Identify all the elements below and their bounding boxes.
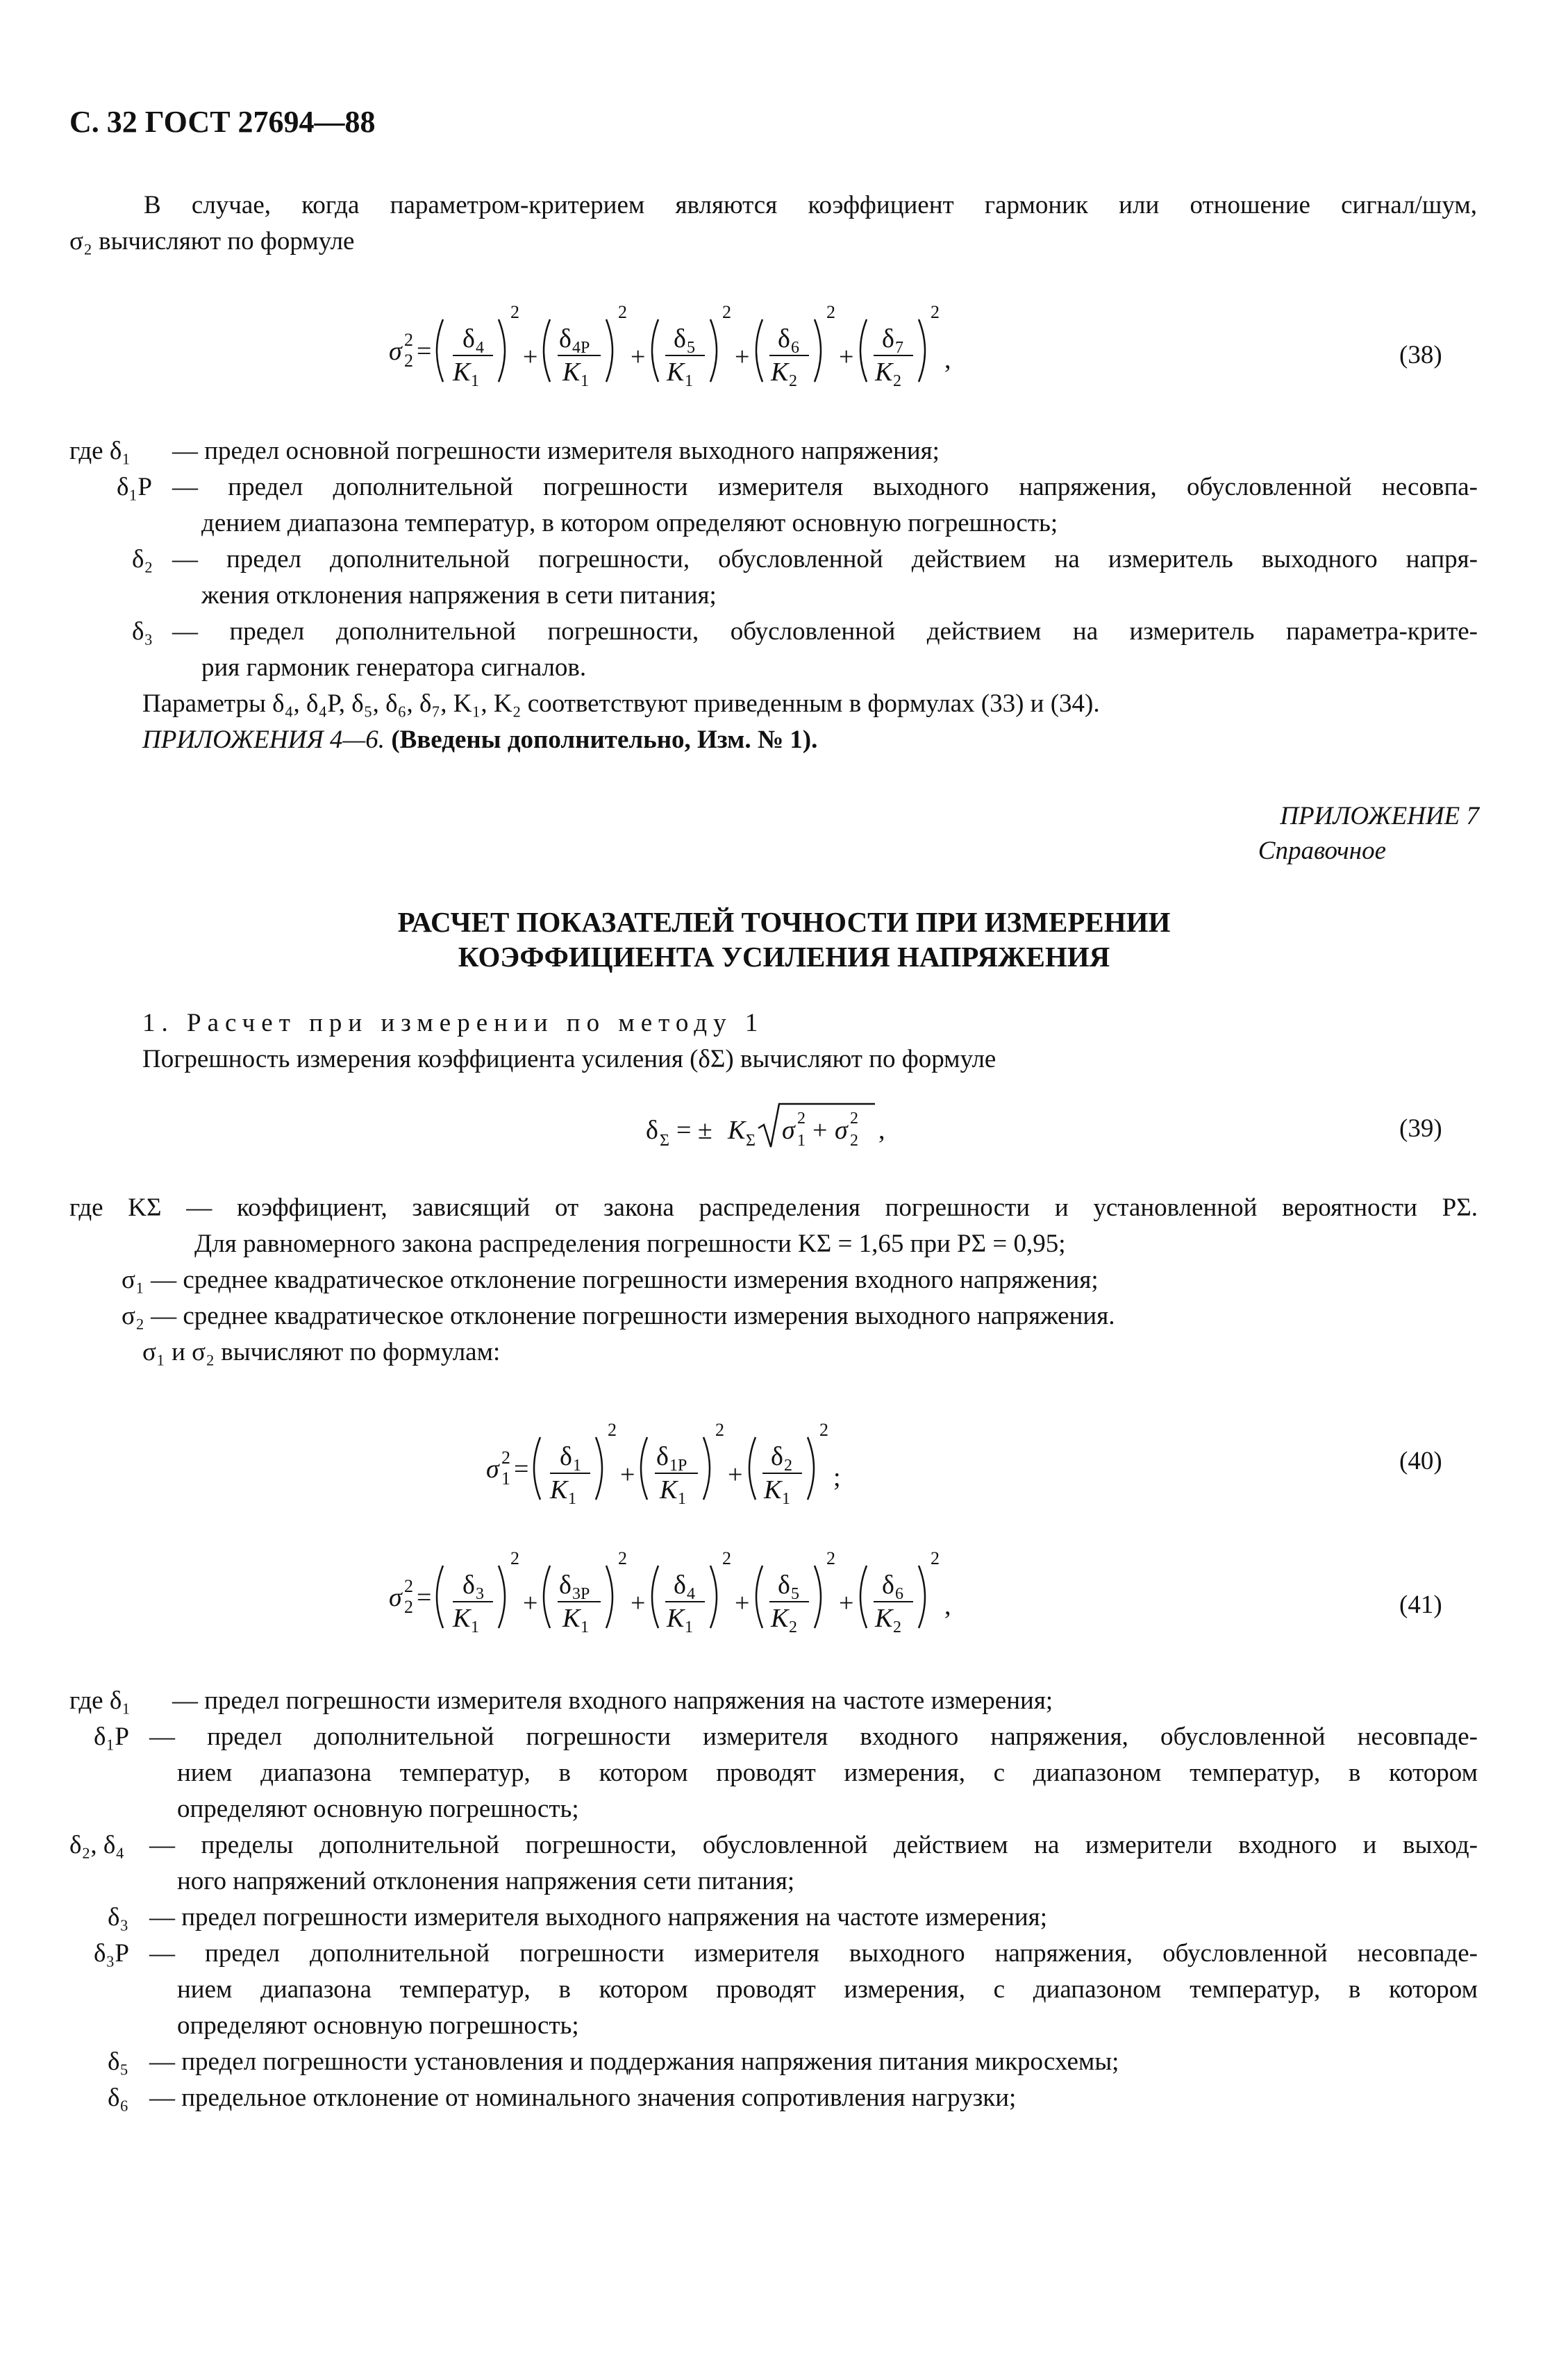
svg-text:K: K <box>562 358 581 387</box>
def3-sym-0: где δ₁ <box>69 1686 131 1715</box>
svg-text:K: K <box>562 1604 581 1633</box>
svg-text:K: K <box>453 1604 471 1633</box>
svg-text:1: 1 <box>581 372 589 390</box>
svg-text:=: = <box>417 337 432 366</box>
svg-text:2: 2 <box>797 1109 806 1128</box>
def2-line-2: σ₁ — среднее квадратическое отклонение погрешности измерения входного напряжения; <box>122 1266 1099 1294</box>
svg-text:4: 4 <box>476 339 484 357</box>
svg-text:δ: δ <box>771 1442 783 1471</box>
def1-sym-3: δ₃ <box>132 617 153 646</box>
svg-text:2: 2 <box>826 302 835 322</box>
svg-text:σ: σ <box>782 1116 795 1145</box>
svg-text:1: 1 <box>573 1457 581 1475</box>
svg-text:1: 1 <box>782 1490 790 1508</box>
svg-text:2: 2 <box>501 1448 510 1468</box>
svg-text:+: + <box>523 342 538 371</box>
def1-line-3-0: — предел дополнительной погрешности, обусловленной действием на измеритель параметра-крите- <box>172 617 1478 646</box>
formula-41 <box>389 1545 1014 1649</box>
def2-line-3: σ₂ — среднее квадратическое отклонение погрешности измерения выходного напряжения. <box>122 1302 1115 1330</box>
svg-text:2: 2 <box>715 1420 724 1440</box>
svg-text:2: 2 <box>850 1109 858 1128</box>
svg-text:δ: δ <box>674 1570 686 1600</box>
svg-text:4: 4 <box>687 1585 695 1603</box>
appendix-note-bold: (Введены дополнительно, Изм. № 1). <box>391 726 818 754</box>
svg-text:δ: δ <box>462 1570 475 1600</box>
def3-line-4-1: нием диапазона температур, в котором проводят измерения, с диапазоном температур, в котором <box>177 1975 1478 2004</box>
def3-line-1-2: определяют основную погрешность; <box>177 1795 579 1823</box>
svg-text:K: K <box>667 1604 685 1633</box>
svg-text:6: 6 <box>791 339 799 357</box>
def3-line-1-0: — предел дополнительной погрешности измерителя входного напряжения, обусловленной несовпаде- <box>149 1723 1478 1751</box>
svg-text:2: 2 <box>618 1548 627 1568</box>
def2-line-4: σ₁ и σ₂ вычисляют по формулам: <box>142 1338 501 1366</box>
svg-text:2: 2 <box>931 1548 940 1568</box>
svg-text:σ: σ <box>389 1583 402 1612</box>
svg-text:1: 1 <box>471 372 479 390</box>
section-title-line-2: КОЭФФИЦИЕНТА УСИЛЕНИЯ НАПРЯЖЕНИЯ <box>458 941 1110 973</box>
svg-text:5: 5 <box>791 1585 799 1603</box>
svg-text:2: 2 <box>789 1618 797 1636</box>
svg-text:,: , <box>944 345 951 374</box>
section-title-line-1: РАСЧЕТ ПОКАЗАТЕЛЕЙ ТОЧНОСТИ ПРИ ИЗМЕРЕНИИ <box>397 906 1171 938</box>
params-line: Параметры δ₄, δ₄P, δ₅, δ₆, δ₇, K₁, K₂ соответствуют приведенным в формулах (33) и (34). <box>142 689 1100 718</box>
svg-text:2: 2 <box>404 1597 413 1617</box>
svg-text:2: 2 <box>819 1420 828 1440</box>
svg-text:2: 2 <box>722 302 731 322</box>
svg-text:1: 1 <box>501 1468 510 1489</box>
svg-text:1: 1 <box>678 1490 686 1508</box>
def3-sym-4: δ₃P <box>94 1939 129 1968</box>
def3-line-6-0: — предельное отклонение от номинального значения сопротивления нагрузки; <box>149 2084 1017 2112</box>
equation-number-41: (41) <box>1399 1591 1442 1619</box>
svg-text:+: + <box>620 1460 635 1489</box>
def1-sym-0: где δ₁ <box>69 437 131 465</box>
appendix-note <box>142 722 817 758</box>
svg-text:2: 2 <box>893 1618 901 1636</box>
svg-text:1: 1 <box>471 1618 479 1636</box>
svg-text:+: + <box>812 1116 828 1145</box>
svg-text:5: 5 <box>687 339 695 357</box>
def1-line-0-0: — предел основной погрешности измерителя выходного напряжения; <box>172 437 940 465</box>
svg-text:6: 6 <box>895 1585 903 1603</box>
def3-line-4-0: — предел дополнительной погрешности измерителя выходного напряжения, обусловленной несовпаде- <box>149 1939 1478 1968</box>
svg-text:δ: δ <box>656 1442 669 1471</box>
svg-text:δ: δ <box>778 1570 790 1600</box>
svg-text:K: K <box>728 1116 746 1145</box>
svg-text:σ: σ <box>835 1116 848 1145</box>
def3-line-5-0: — предел погрешности установления и поддержания напряжения питания микросхемы; <box>149 2047 1119 2076</box>
page-header: С. 32 ГОСТ 27694—88 <box>69 105 376 139</box>
svg-text:+: + <box>631 342 646 371</box>
svg-text:;: ; <box>833 1463 841 1492</box>
svg-text:K: K <box>771 1604 789 1633</box>
formula-38 <box>389 299 1014 403</box>
svg-text:K: K <box>667 358 685 387</box>
svg-text:,: , <box>878 1116 885 1145</box>
svg-text:1: 1 <box>581 1618 589 1636</box>
svg-text:2: 2 <box>608 1420 617 1440</box>
appendix-subtitle: Справочное <box>1258 837 1386 865</box>
svg-text:,: , <box>944 1591 951 1620</box>
def1-line-3-1: рия гармоник генератора сигналов. <box>201 653 587 682</box>
svg-text:δ: δ <box>560 1442 572 1471</box>
svg-text:2: 2 <box>404 1576 413 1596</box>
appendix-note-italic: ПРИЛОЖЕНИЯ 4—6. <box>142 726 385 754</box>
svg-text:σ: σ <box>486 1455 499 1484</box>
def3-line-0-0: — предел погрешности измерителя входного напряжения на частоте измерения; <box>172 1686 1053 1715</box>
svg-text:K: K <box>660 1475 678 1505</box>
svg-text:2: 2 <box>404 330 413 350</box>
svg-text:+: + <box>631 1589 646 1618</box>
svg-text:δ: δ <box>646 1116 658 1145</box>
def3-sym-1: δ₁P <box>94 1723 129 1751</box>
svg-text:σ: σ <box>389 337 402 366</box>
svg-text:=: = <box>514 1455 529 1484</box>
svg-text:+: + <box>735 1589 750 1618</box>
svg-text:+: + <box>735 342 750 371</box>
svg-text:+: + <box>523 1589 538 1618</box>
svg-text:1: 1 <box>685 1618 693 1636</box>
equation-number-39: (39) <box>1399 1114 1442 1143</box>
svg-text:δ: δ <box>778 324 790 353</box>
svg-text:K: K <box>875 358 893 387</box>
def1-line-2-0: — предел дополнительной погрешности, обусловленной действием на измеритель выходного напря- <box>172 545 1478 573</box>
svg-text:δ: δ <box>559 324 572 353</box>
def2-line-0: где KΣ — коэффициент, зависящий от закона распределения погрешности и установленной вероятности PΣ. <box>69 1193 1478 1222</box>
svg-text:= ±: = ± <box>676 1116 712 1145</box>
formula-39 <box>646 1090 937 1159</box>
def2-line-1: Для равномерного закона распределения погрешности KΣ = 1,65 при PΣ = 0,95; <box>194 1230 1066 1258</box>
svg-text:7: 7 <box>895 339 903 357</box>
def3-line-3-0: — предел погрешности измерителя выходного напряжения на частоте измерения; <box>149 1903 1047 1931</box>
svg-text:1: 1 <box>568 1490 576 1508</box>
def3-sym-6: δ₆ <box>108 2084 129 2112</box>
svg-text:δ: δ <box>462 324 475 353</box>
intro-line-1: В случае, когда параметром-критерием являются коэффициент гармоник или отношение сигнал/шум, <box>144 191 1477 219</box>
svg-text:4P: 4P <box>572 339 590 357</box>
svg-text:Σ: Σ <box>746 1132 756 1150</box>
svg-text:2: 2 <box>404 351 413 371</box>
svg-text:2: 2 <box>893 372 901 390</box>
svg-text:2: 2 <box>826 1548 835 1568</box>
def1-sym-1: δ₁P <box>117 473 152 501</box>
svg-text:δ: δ <box>674 324 686 353</box>
def1-line-2-1: жения отклонения напряжения в сети питания; <box>201 581 717 610</box>
svg-text:+: + <box>839 1589 854 1618</box>
formula-40 <box>486 1416 875 1520</box>
def3-sym-2: δ₂, δ₄ <box>69 1831 125 1859</box>
svg-text:2: 2 <box>931 302 940 322</box>
intro-line-2: σ₂ вычисляют по формуле <box>69 227 355 255</box>
appendix-title: ПРИЛОЖЕНИЕ 7 <box>1280 802 1479 830</box>
svg-text:2: 2 <box>510 302 519 322</box>
def3-line-4-2: определяют основную погрешность; <box>177 2011 579 2040</box>
svg-text:K: K <box>771 358 789 387</box>
svg-text:K: K <box>875 1604 893 1633</box>
svg-text:1: 1 <box>685 372 693 390</box>
svg-text:2: 2 <box>784 1457 792 1475</box>
equation-number-38: (38) <box>1399 341 1442 369</box>
def3-sym-3: δ₃ <box>108 1903 129 1931</box>
svg-text:δ: δ <box>882 1570 894 1600</box>
def3-line-2-0: — пределы дополнительной погрешности, обусловленной действием на измерители входного и выход- <box>149 1831 1478 1859</box>
def3-line-2-1: ного напряжений отклонения напряжения сети питания; <box>177 1867 795 1895</box>
svg-text:2: 2 <box>618 302 627 322</box>
svg-text:1: 1 <box>797 1132 806 1150</box>
equation-number-40: (40) <box>1399 1447 1442 1475</box>
def1-sym-2: δ₂ <box>132 545 153 573</box>
svg-text:2: 2 <box>722 1548 731 1568</box>
svg-text:3: 3 <box>476 1585 484 1603</box>
def1-line-1-0: — предел дополнительной погрешности измерителя выходного напряжения, обусловленной несовпа- <box>172 473 1478 501</box>
svg-text:+: + <box>728 1460 743 1489</box>
svg-text:δ: δ <box>559 1570 572 1600</box>
svg-text:K: K <box>550 1475 568 1505</box>
svg-text:δ: δ <box>882 324 894 353</box>
svg-text:K: K <box>764 1475 782 1505</box>
svg-text:2: 2 <box>510 1548 519 1568</box>
svg-text:3P: 3P <box>572 1585 590 1603</box>
svg-text:2: 2 <box>789 372 797 390</box>
svg-text:1P: 1P <box>669 1457 687 1475</box>
svg-text:K: K <box>453 358 471 387</box>
svg-text:+: + <box>839 342 854 371</box>
def3-line-1-1: нием диапазона температур, в котором проводят измерения, с диапазоном температур, в котором <box>177 1759 1478 1787</box>
method-heading: 1. Расчет при измерении по методу 1 <box>142 1009 765 1037</box>
svg-text:Σ: Σ <box>660 1132 669 1150</box>
def1-line-1-1: дением диапазона температур, в котором определяют основную погрешность; <box>201 509 1058 537</box>
svg-text:=: = <box>417 1583 432 1612</box>
error-line: Погрешность измерения коэффициента усиления (δΣ) вычисляют по формуле <box>142 1045 996 1073</box>
def3-sym-5: δ₅ <box>108 2047 129 2076</box>
svg-text:2: 2 <box>850 1132 858 1150</box>
